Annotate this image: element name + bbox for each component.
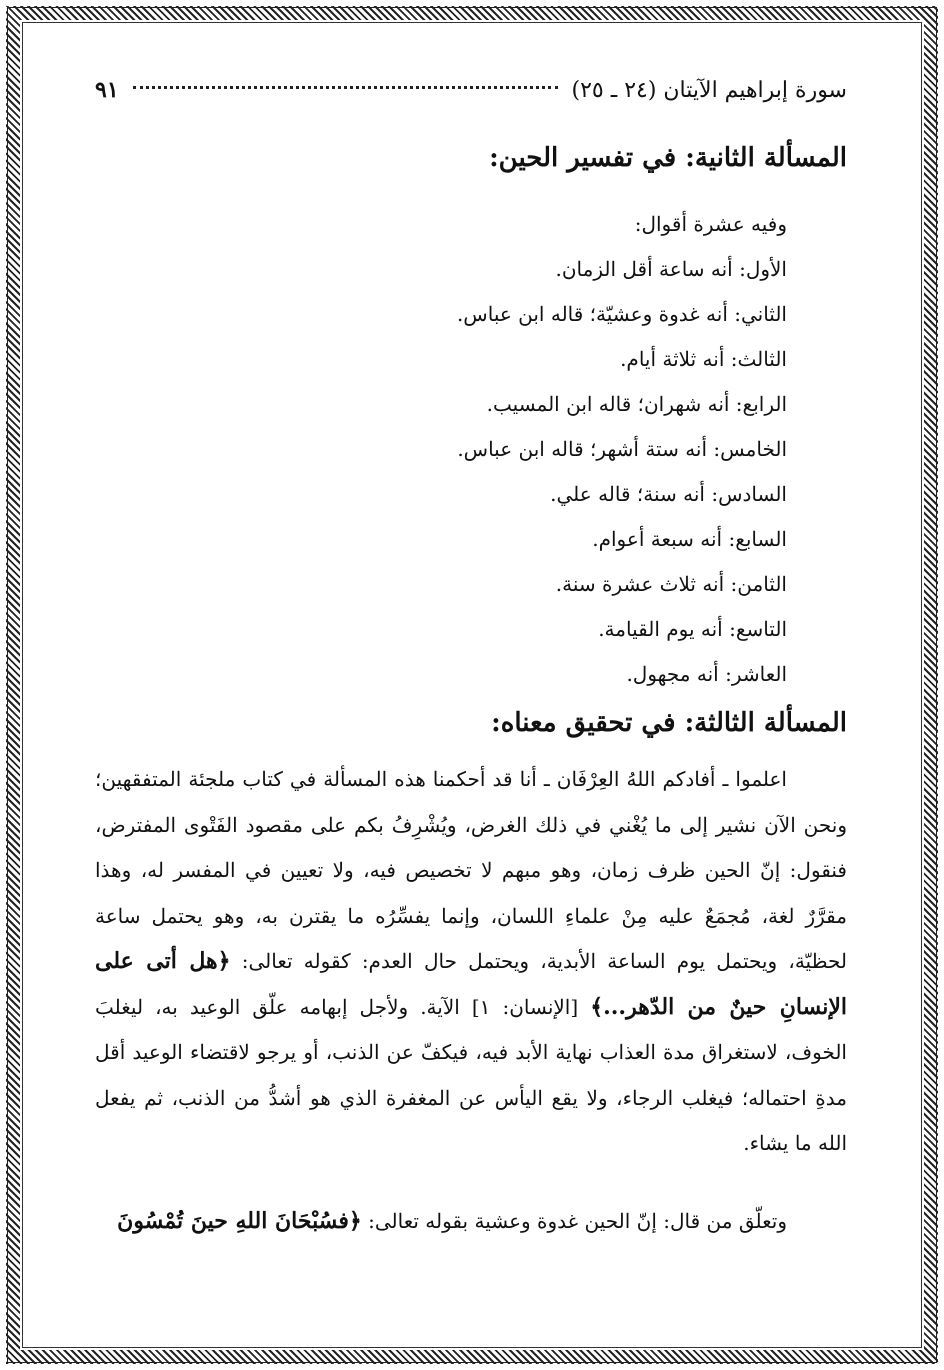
list-item: الأول: أنه ساعة أقل الزمان.	[555, 257, 787, 281]
list-item: العاشر: أنه مجهول.	[626, 662, 787, 686]
book-page	[95, 70, 847, 1330]
list-item: الثامن: أنه ثلاث عشرة سنة.	[555, 572, 787, 596]
quran-verse: ﴿هل أتى على الإنسانِ حينٌ من الدّهر...﴾	[95, 948, 847, 1020]
section2-title: المسألة الثانية: في تفسير الحين:	[489, 143, 847, 173]
final-line-text: وتعلّق من قال: إنّ الحين غدوة وعشية بقوله تعالى:	[368, 1208, 787, 1233]
list-item: السادس: أنه سنة؛ قاله علي.	[550, 482, 787, 506]
body-paragraph	[95, 757, 847, 1167]
final-line	[95, 1199, 787, 1244]
list-item: الثالث: أنه ثلاثة أيام.	[620, 347, 787, 371]
section3-title: المسألة الثالثة: في تحقيق معناه:	[491, 708, 847, 738]
list-item: السابع: أنه سبعة أعوام.	[592, 527, 787, 551]
paragraph-text-continued: ولأجل إبهامه علّق الوعيد به، ليغلبَ الخوف، لاستغراق مدة العذاب نهاية الأبد فيه، فيكفّ عن الذنب، أو يرجو لاقتضاء الوعيد أقل مدةِ احتماله؛ فيغلب الرجاء، ولا يقع اليأس عن المغفرة الذي هو أشدُّ من الذنب، ثم يفعل الله ما يشاء.	[95, 994, 847, 1155]
surah-title: سورة إبراهيم الآيتان (٢٤ ـ ٢٥)	[571, 78, 847, 103]
page-number: ٩١	[95, 77, 119, 103]
final-line-verse: ﴿فسُبْحَانَ اللهِ حينَ تُمْسُونَ	[117, 1207, 362, 1234]
paragraph-text: اعلموا ـ أفادكم اللهُ العِرْفَان ـ أنا قد أحكمنا هذه المسألة في كتاب ملجئة المتفقهين؛ ونحن الآن نشير إلى ما يُغْني في ذلك الغرض، ويُشْرِفُ بكم على مقصود الفَتْوى المفترض، فنقول: إنّ الحين ظرف زمان، وهو مبهم لا تخصيص فيه، ولا تعيين في المفسر له، وهذا مقرَّرٌ لغة، مُجمَعٌ عليه مِنْ علماءِ اللسان، وإنما يفسِّرُه ما يقترن به، وهو يحتمل ساعة لحظيّة، ويحتمل يوم الساعة الأبدية، ويحتمل حال العدم: كقوله تعالى:	[95, 767, 847, 973]
verse-reference: [الإنسان: ١] الآية.	[420, 994, 579, 1019]
list-item: الخامس: أنه ستة أشهر؛ قاله ابن عباس.	[457, 437, 787, 461]
header-dotted-leader	[133, 85, 558, 89]
list-intro: وفيه عشرة أقوال:	[634, 212, 787, 236]
sayings-list	[95, 202, 787, 697]
list-item: التاسع: أنه يوم القيامة.	[598, 617, 787, 641]
list-item: الثاني: أنه غدوة وعشيّة؛ قاله ابن عباس.	[456, 302, 787, 326]
running-header	[95, 70, 847, 110]
paragraph-gap	[95, 1167, 847, 1199]
list-item: الرابع: أنه شهران؛ قاله ابن المسيب.	[486, 392, 787, 416]
